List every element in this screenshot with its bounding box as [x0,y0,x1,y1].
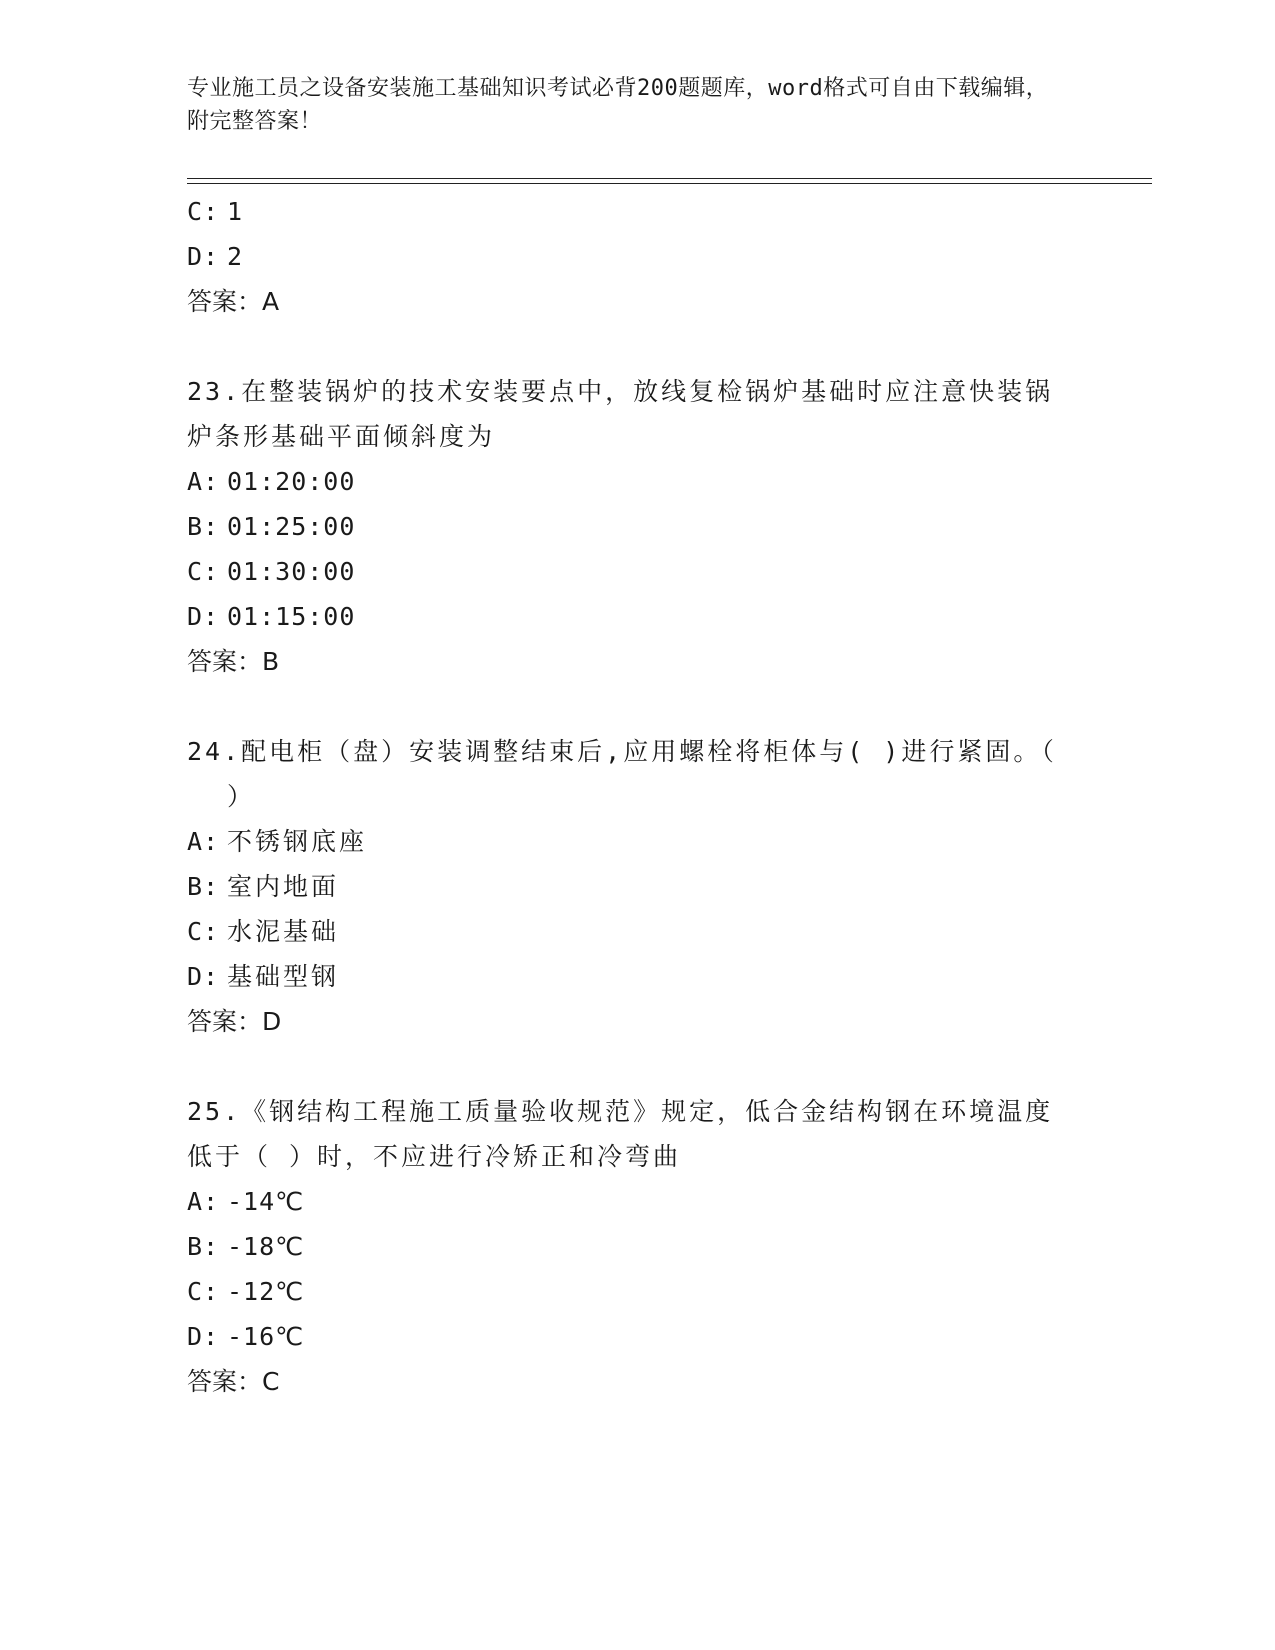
question-23-option-d [187,602,355,632]
option-text: 水泥基础 [227,917,340,946]
option-text: -18℃ [227,1232,305,1261]
option-letter: D: [187,1322,220,1351]
question-24-text-line1: 24.配电柜（盘）安装调整结束后,应用螺栓将柜体与( )进行紧固。（ [187,737,1057,766]
option-text: 2 [227,242,244,271]
option-text: -12℃ [227,1277,305,1306]
option-letter: C: [187,1277,220,1306]
option-d [187,242,243,272]
option-text: -14℃ [227,1187,305,1216]
option-letter: A: [187,467,220,496]
question-23-text-line2: 炉条形基础平面倾斜度为 [187,422,496,451]
option-text: 基础型钢 [227,962,340,991]
question-25-option-c [187,1277,304,1307]
question-24-option-d [187,962,339,992]
option-text: 01:20:00 [227,467,356,496]
document-header: 专业施工员之设备安装施工基础知识考试必背200题题库，word格式可自由下载编辑，附完整答案！ [187,76,1049,134]
question-23-option-b [187,512,355,542]
question-24-text-line2: ） [227,782,256,811]
question-25-text-line1: 25.《钢结构工程施工质量验收规范》规定，低合金结构钢在环境温度 [187,1097,1054,1126]
question-23-option-a [187,467,355,497]
option-text: 不锈钢底座 [227,827,368,856]
option-c [187,197,243,227]
answer-line: 答案：A [187,287,280,316]
question-23-option-c [187,557,355,587]
option-letter: A: [187,1187,220,1216]
option-letter: D: [187,962,220,991]
question-25-option-d [187,1322,304,1352]
option-letter: B: [187,512,220,541]
option-text: 01:15:00 [227,602,356,631]
option-text: 01:30:00 [227,557,356,586]
question-25-text-line2: 低于（ ）时，不应进行冷矫正和冷弯曲 [187,1142,682,1171]
option-letter: B: [187,872,220,901]
question-24-option-c [187,917,339,947]
option-letter: A: [187,827,220,856]
option-letter: B: [187,1232,220,1261]
option-text: 室内地面 [227,872,340,901]
option-text: 1 [227,197,244,226]
option-letter: C: [187,557,220,586]
question-25-option-b [187,1232,304,1262]
question-25-answer: 答案：C [187,1367,280,1396]
question-24-option-b [187,872,339,902]
option-letter: D: [187,602,220,631]
option-letter: C: [187,197,220,226]
option-letter: C: [187,917,220,946]
header-divider-top [187,178,1152,179]
header-divider-bottom [187,183,1152,184]
question-25-option-a [187,1187,304,1217]
question-23-answer: 答案：B [187,647,280,676]
option-text: -16℃ [227,1322,305,1351]
question-23-text-line1: 23.在整装锅炉的技术安装要点中，放线复检锅炉基础时应注意快装锅 [187,377,1054,406]
option-letter: D: [187,242,220,271]
question-24-option-a [187,827,367,857]
option-text: 01:25:00 [227,512,356,541]
question-24-answer: 答案：D [187,1007,282,1036]
